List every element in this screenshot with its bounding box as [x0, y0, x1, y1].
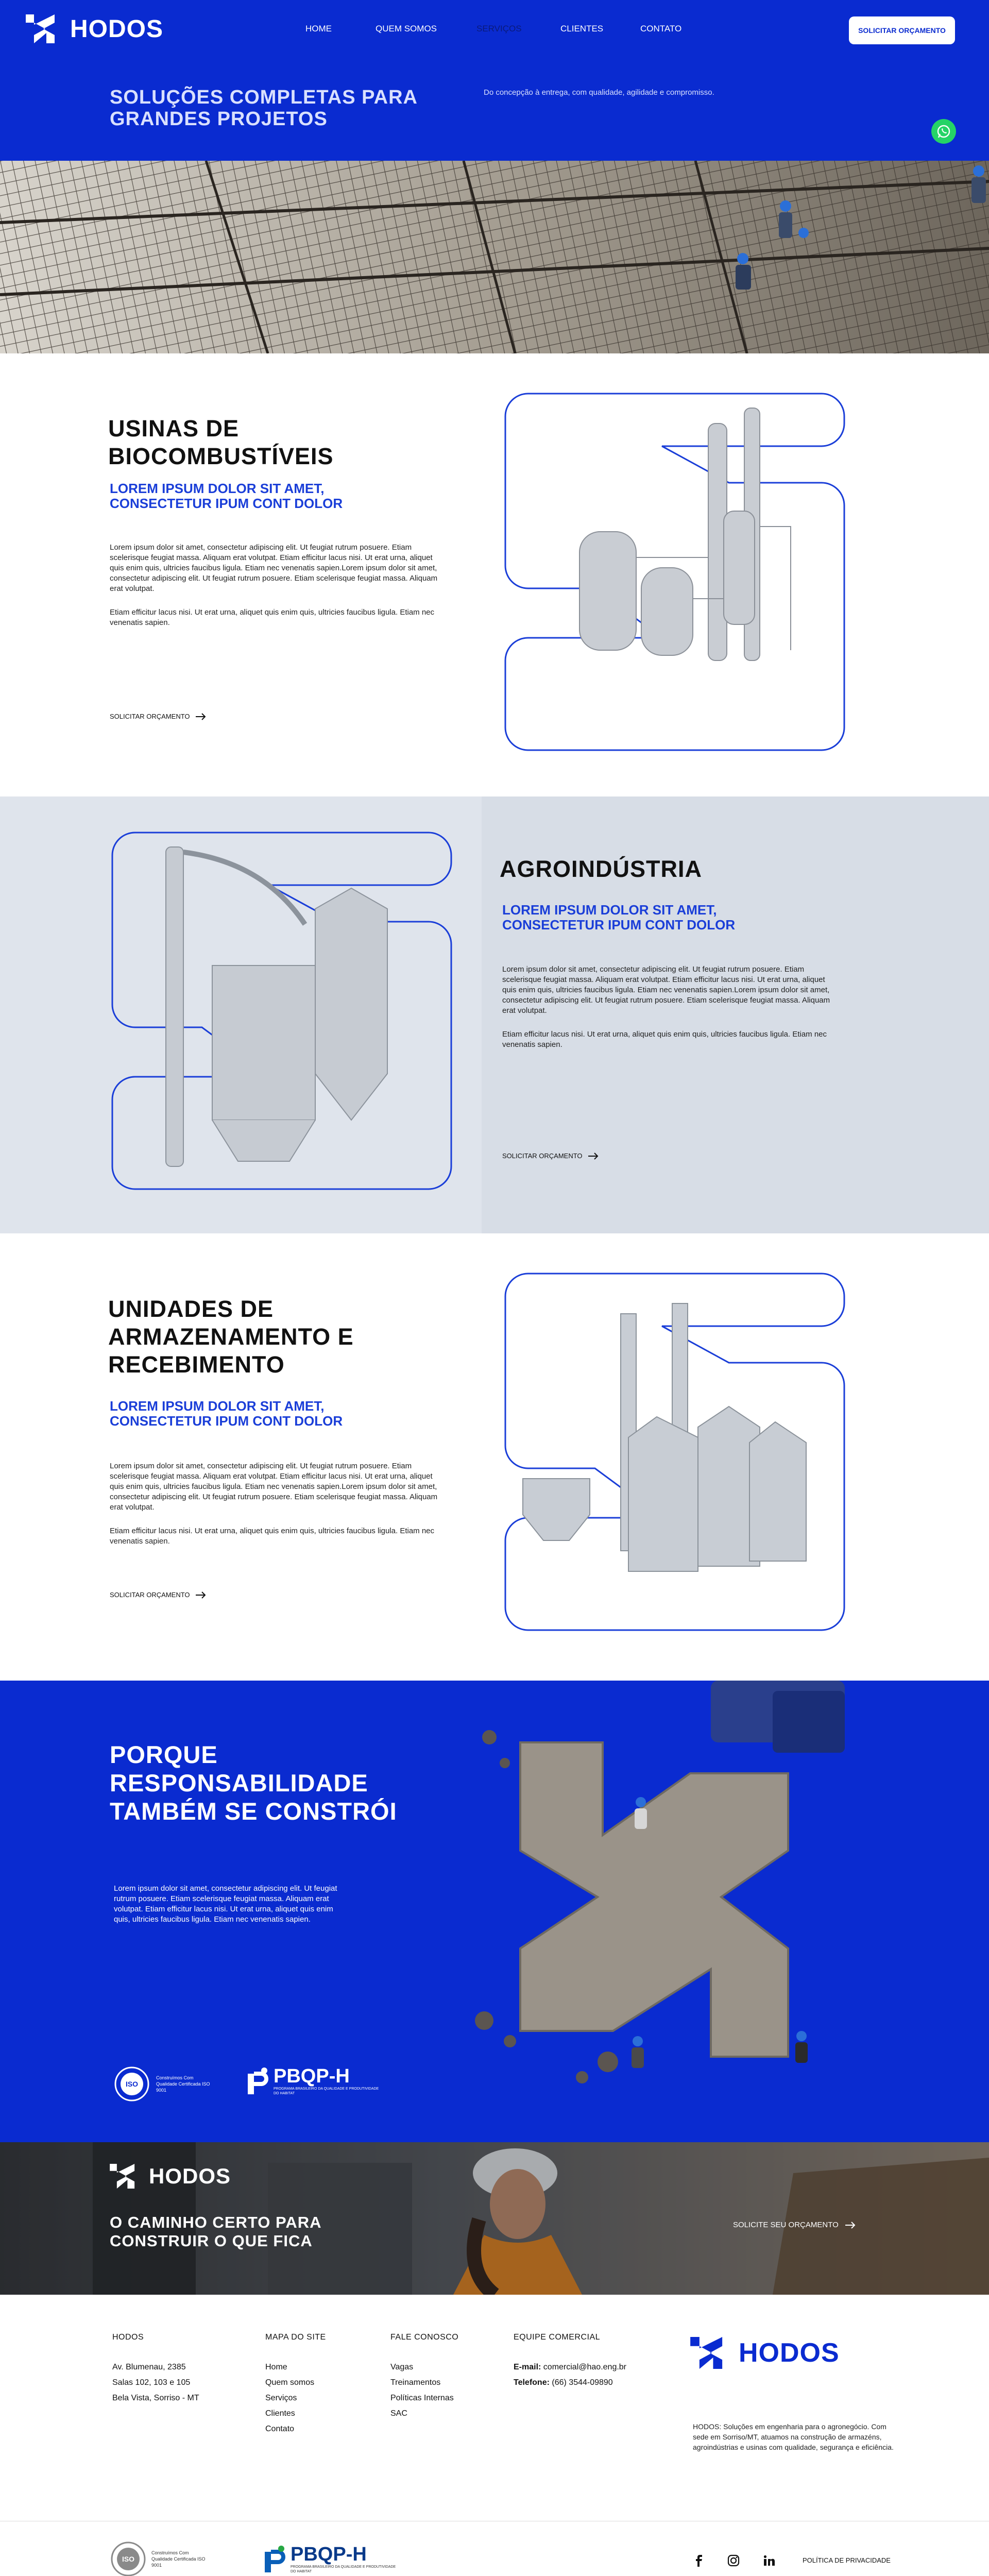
facebook-icon[interactable] [693, 2554, 704, 2567]
hero-subtitle: Do concepção à entrega, com qualidade, agilidade e compromisso. [484, 88, 714, 97]
footer-about-text: HODOS: Soluções em engenharia para o agronegócio. Com sede em Sorriso/MT, atuamos na construção de armazéns, agroindústrias e usinas com qualidade, segurança e eficiência. [693, 2422, 894, 2451]
iso-badge-label: Construímos Com Qualidade Certificada ISO 9001 [156, 2075, 210, 2093]
address-line: Salas 102, 103 e 105 [112, 2378, 191, 2387]
brand-logo-text: HODOS [70, 15, 164, 43]
pbqph-mark-icon [263, 2545, 286, 2573]
footer-address [112, 2360, 199, 2406]
address-line: Bela Vista, Sorriso - MT [112, 2394, 199, 2402]
footer-sitemap [265, 2360, 314, 2437]
svg-text:ISO: ISO [122, 2555, 135, 2563]
section-title-agroindustria: AGROINDÚSTRIA [500, 856, 702, 882]
arrow-right-icon [845, 2222, 856, 2229]
section-text-armazenamento: Lorem ipsum dolor sit amet, consectetur adipiscing elit. Ut feugiat rutrum posuere. Etiam scelerisque feugiat massa. Aliquam erat volutpat. Etiam efficitur lacus nisi. Ut erat urna, aliquet quis enim quis, ultricies faucibus ligula. Etiam nec venenatis sapien.Lorem ipsum dolor sit amet, consectetur adipiscing elit. Ut feugiat rutrum posuere. Etiam scelerisque feugiat massa. Aliquam erat volutpat. [110, 1462, 438, 1512]
section-text-agroindustria-2: Etiam efficitur lacus nisi. Ut erat urna, aliquet quis enim quis, ultricies faucibus ligula. Etiam nec venenatis sapien. [502, 1030, 827, 1049]
footer-iso-label: Construímos Com Qualidade Certificada ISO 9001 [151, 2550, 206, 2568]
footer-brand-logo[interactable] [690, 2337, 840, 2369]
footer-pbqph-subtitle: PROGRAMA BRASILEIRO DA QUALIDADE E PRODUTIVIDADE DO HABITAT [291, 2565, 396, 2573]
footer-link-sac[interactable]: SAC [390, 2409, 407, 2418]
footer-link-contato[interactable]: Contato [265, 2425, 295, 2433]
footer-heading-sitemap: MAPA DO SITE [265, 2333, 326, 2342]
arrow-right-icon [588, 1153, 599, 1160]
quote-link-label: SOLICITAR ORÇAMENTO [110, 1591, 190, 1599]
whatsapp-icon[interactable] [931, 119, 956, 144]
section-title-armazenamento: UNIDADES DE ARMAZENAMENTO E RECEBIMENTO [108, 1296, 354, 1378]
footer-link-servicos[interactable]: Serviços [265, 2394, 297, 2402]
iso-seal-icon [114, 2066, 150, 2102]
footer-link-home[interactable]: Home [265, 2363, 287, 2371]
quote-link-label: SOLICITAR ORÇAMENTO [502, 1152, 583, 1160]
section-subtitle-armazenamento: LOREM IPSUM DOLOR SIT AMET, CONSECTETUR IPUM CONT DOLOR [110, 1398, 343, 1429]
nav-home[interactable]: HOME [305, 24, 332, 33]
footer-link-treinamentos[interactable]: Treinamentos [390, 2378, 441, 2387]
iso-seal-icon [110, 2541, 146, 2576]
cta-brand-logo [110, 2164, 231, 2189]
section-text-agroindustria: Lorem ipsum dolor sit amet, consectetur adipiscing elit. Ut feugiat rutrum posuere. Etiam scelerisque feugiat massa. Aliquam erat volutpat. Etiam efficitur lacus nisi. Ut erat urna, aliquet quis enim quis, ultricies faucibus ligula. Etiam nec venenatis sapien.Lorem ipsum dolor sit amet, consectetur adipiscing elit. Ut feugiat rutrum posuere. Etiam scelerisque feugiat massa. Aliquam erat volutpat. [502, 965, 830, 1015]
iso-badge [114, 2066, 213, 2102]
nav-quem-somos[interactable]: QUEM SOMOS [376, 24, 437, 33]
section-text-armazenamento-2: Etiam efficitur lacus nisi. Ut erat urna, aliquet quis enim quis, ultricies faucibus ligula. Etiam nec venenatis sapien. [110, 1527, 435, 1546]
responsibility-title: PORQUE RESPONSABILIDADE TAMBÉM SE CONSTRÓI [110, 1741, 397, 1825]
arrow-right-icon [195, 713, 207, 720]
nav-servicos[interactable]: SERVIÇOS [476, 24, 522, 33]
instagram-icon[interactable] [727, 2554, 740, 2567]
pbqph-logo [246, 2066, 382, 2096]
footer-link-quem-somos[interactable]: Quem somos [265, 2378, 315, 2387]
cta-title: O CAMINHO CERTO PARA CONSTRUIR O QUE FICA [110, 2213, 321, 2250]
storage-unit-image [502, 1273, 847, 1633]
email-label: E-mail: [514, 2363, 541, 2371]
footer-brand-logo-text: HODOS [739, 2338, 840, 2368]
pbqph-label: PBQP-H [274, 2065, 350, 2087]
pbqph-subtitle: PROGRAMA BRASILEIRO DA QUALIDADE E PRODUTIVIDADE DO HABITAT [274, 2087, 379, 2095]
footer-email[interactable]: comercial@hao.eng.br [543, 2363, 627, 2371]
svg-text:ISO: ISO [125, 2080, 139, 2088]
construction-rebar-photo [0, 161, 989, 353]
pbqph-mark-icon [246, 2066, 269, 2095]
biofuel-plant-image [502, 393, 847, 753]
cta-brand-logo-text: HODOS [149, 2164, 231, 2188]
concrete-h-sculpture-image [453, 1681, 989, 2142]
footer-contact-links [390, 2360, 454, 2421]
linkedin-icon[interactable] [763, 2555, 775, 2566]
section-text-biocombustiveis: Lorem ipsum dolor sit amet, consectetur adipiscing elit. Ut feugiat rutrum posuere. Etiam scelerisque feugiat massa. Aliquam erat volutpat. Etiam efficitur lacus nisi. Ut erat urna, aliquet quis enim quis, ultricies faucibus ligula. Etiam nec venenatis sapien.Lorem ipsum dolor sit amet, consectetur adipiscing elit. Ut feugiat rutrum posuere. Etiam scelerisque feugiat massa. Aliquam erat volutpat. [110, 543, 438, 593]
responsibility-text: Lorem ipsum dolor sit amet, consectetur adipiscing elit. Ut feugiat rutrum posuere. Etiam scelerisque feugiat massa. Aliquam erat volutpat. Etiam efficitur lacus nisi. Ut erat urna, aliquet quis enim quis, ultricies faucibus ligula. Etiam nec venenatis sapien. [114, 1884, 337, 1924]
section-subtitle-agroindustria: LOREM IPSUM DOLOR SIT AMET, CONSECTETUR IPUM CONT DOLOR [502, 902, 736, 933]
section-subtitle-biocombustiveis: LOREM IPSUM DOLOR SIT AMET, CONSECTETUR IPUM CONT DOLOR [110, 481, 343, 511]
footer-link-vagas[interactable]: Vagas [390, 2363, 414, 2371]
footer-heading-hodos: HODOS [112, 2333, 144, 2342]
footer-heading-fale-conosco: FALE CONOSCO [390, 2333, 459, 2342]
address-line: Av. Blumenau, 2385 [112, 2363, 186, 2371]
hodos-mark-icon [110, 2164, 142, 2189]
nav-contato[interactable]: CONTATO [640, 24, 682, 33]
footer-heading-equipe: EQUIPE COMERCIAL [514, 2333, 601, 2342]
footer-pbqph-logo [263, 2544, 399, 2574]
cta-quote-link[interactable] [733, 2221, 856, 2229]
footer-commercial [514, 2360, 626, 2391]
section-title-biocombustiveis: USINAS DE BIOCOMBUSTÍVEIS [108, 415, 334, 469]
quote-link-biocombustiveis[interactable] [110, 713, 207, 720]
social-links [693, 2554, 775, 2567]
phone-label: Telefone: [514, 2378, 550, 2387]
section-text-biocombustiveis-2: Etiam efficitur lacus nisi. Ut erat urna, aliquet quis enim quis, ultricies faucibus ligula. Etiam nec venenatis sapien. [110, 608, 435, 627]
hodos-mark-icon [690, 2337, 731, 2369]
arrow-right-icon [195, 1591, 207, 1599]
header-quote-button[interactable]: SOLICITAR ORÇAMENTO [849, 16, 955, 44]
hero-title: SOLUÇÕES COMPLETAS PARA GRANDES PROJETOS [110, 87, 417, 130]
footer-phone[interactable]: (66) 3544-09890 [552, 2378, 613, 2387]
agroindustry-silo-image [109, 832, 459, 1192]
nav-clientes[interactable]: CLIENTES [560, 24, 604, 33]
brand-logo[interactable] [26, 14, 163, 43]
quote-link-label: SOLICITAR ORÇAMENTO [110, 713, 190, 720]
site-header [0, 0, 989, 61]
quote-link-armazenamento[interactable] [110, 1591, 207, 1599]
footer-iso-badge [110, 2541, 208, 2576]
cta-quote-label: SOLICITE SEU ORÇAMENTO [733, 2221, 839, 2229]
hodos-mark-icon [26, 14, 63, 43]
quote-link-agroindustria[interactable] [502, 1152, 599, 1160]
footer-link-clientes[interactable]: Clientes [265, 2409, 295, 2418]
footer-link-politicas[interactable]: Políticas Internas [390, 2394, 454, 2402]
privacy-policy-link[interactable]: POLÍTICA DE PRIVACIDADE [803, 2556, 891, 2564]
footer-pbqph-label: PBQP-H [291, 2544, 367, 2565]
